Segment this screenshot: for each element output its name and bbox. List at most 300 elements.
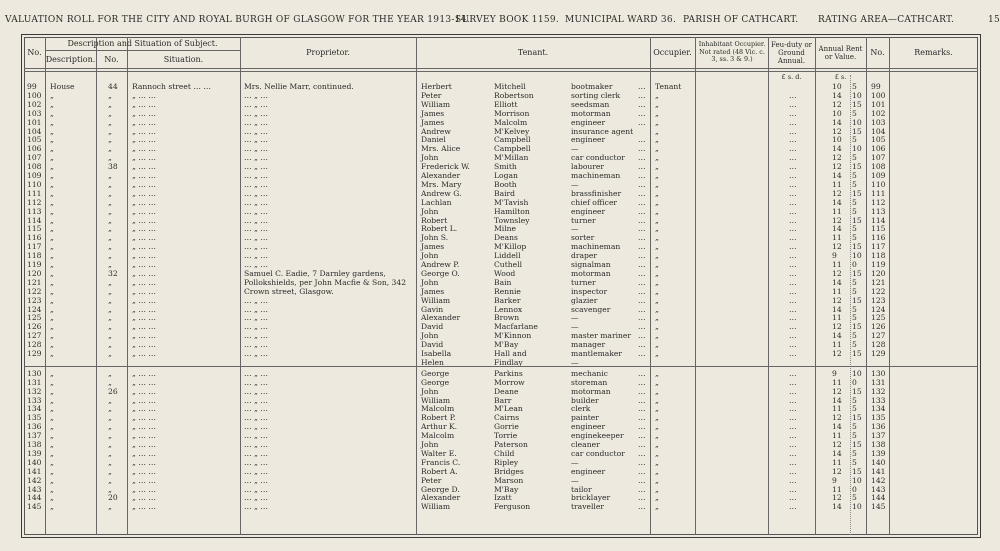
row-shillings: 10 (852, 117, 862, 127)
row-proprietor: Samuel C. Eadie, 7 Darnley gardens, (244, 268, 386, 278)
row-pounds: 11 (832, 377, 842, 387)
row-tenant-last: Torrie (494, 431, 518, 441)
row-no: 143 (27, 484, 42, 494)
row-tenant-mark: … (638, 331, 646, 341)
row-tenant-occupation: engineer (571, 466, 606, 476)
row-tenant-first: John (421, 153, 439, 163)
row-tenant-occupation: chief officer (571, 197, 618, 207)
row-proprietor: … „ … (244, 99, 268, 109)
row-feu: … (789, 144, 797, 154)
row-situation: „ … … (132, 502, 156, 512)
row-tenant-last: Baird (494, 188, 516, 198)
row-no-right: 141 (871, 466, 886, 476)
row-occupier: „ (655, 179, 659, 189)
row-shillings: 10 (852, 475, 862, 485)
row-tenant-occupation: — (571, 179, 579, 189)
row-pounds: 10 (832, 108, 842, 118)
row-description: „ (50, 386, 54, 396)
row-tenant-last: Campbell (494, 144, 531, 154)
row-pounds: 11 (832, 457, 842, 467)
row-tenant-last: Brown (494, 313, 520, 323)
row-situation: „ … … (132, 126, 156, 136)
row-number: „ (108, 117, 112, 127)
row-description: „ (50, 171, 54, 180)
row-tenant-occupation: engineer (571, 422, 606, 432)
row-shillings: 10 (852, 90, 862, 100)
row-tenant-occupation: signalman (571, 260, 611, 269)
row-tenant-occupation: motorman (571, 386, 611, 396)
row-shillings: 15 (852, 295, 862, 305)
row-tenant-occupation: brassfinisher (571, 188, 622, 198)
municipal-ward: MUNICIPAL WARD 36. (565, 15, 677, 25)
row-tenant-first: Helen (421, 357, 444, 367)
row-no: 114 (27, 215, 42, 225)
row-proprietor: … „ … (244, 90, 268, 100)
row-tenant-last: Booth (494, 179, 517, 189)
row-no: 121 (27, 277, 42, 287)
row-occupier: „ (655, 331, 659, 341)
row-description: „ (50, 126, 54, 136)
row-situation: „ … … (132, 144, 156, 154)
row-occupier: „ (655, 135, 659, 145)
row-tenant-last: Macfarlane (494, 322, 538, 332)
row-pounds: 14 (832, 171, 842, 180)
row-tenant-mark: … (638, 457, 646, 467)
table-row (24, 503, 978, 511)
row-pounds: 14 (832, 448, 842, 458)
row-no: 130 (27, 368, 42, 378)
row-feu: … (789, 493, 797, 503)
table-row (24, 110, 978, 118)
row-feu: … (789, 135, 797, 145)
row-no: 117 (27, 242, 42, 252)
row-tenant-first: Alexander (421, 313, 461, 323)
row-description: „ (50, 260, 54, 269)
row-no: 123 (27, 295, 42, 305)
row-tenant-occupation: — (571, 313, 579, 323)
row-tenant-mark: … (638, 242, 646, 252)
row-situation: „ … … (132, 448, 156, 458)
row-no-right: 118 (871, 251, 886, 261)
row-occupier: Tenant (655, 82, 682, 91)
row-proprietor: … „ … (244, 251, 268, 261)
row-occupier: „ (655, 395, 659, 405)
row-tenant-last: Cairns (494, 413, 520, 423)
row-number: 38 (108, 162, 118, 172)
row-situation: „ … … (132, 268, 156, 278)
row-shillings: 10 (852, 251, 862, 261)
row-no: 131 (27, 377, 42, 387)
row-no-right: 128 (871, 340, 886, 350)
row-no-right: 120 (871, 268, 886, 278)
row-situation: „ … … (132, 304, 156, 314)
row-number: „ (108, 135, 112, 145)
row-tenant-first: John (421, 440, 439, 449)
row-pounds: 9 (832, 368, 837, 378)
row-feu: … (789, 368, 797, 378)
row-number: „ (108, 304, 112, 314)
row-description: „ (50, 251, 54, 261)
row-pounds: 12 (832, 126, 842, 136)
row-description: „ (50, 377, 54, 387)
row-pounds: 10 (832, 82, 842, 91)
row-feu: … (789, 304, 797, 314)
row-no-right: 131 (871, 377, 886, 387)
row-tenant-first: George D. (421, 484, 460, 494)
row-tenant-last: Hamilton (494, 206, 530, 216)
row-feu: … (789, 331, 797, 341)
row-shillings: 5 (852, 448, 857, 458)
row-tenant-last: M'Killop (494, 242, 527, 252)
row-no-right: 145 (871, 502, 886, 512)
row-proprietor: … „ … (244, 162, 268, 172)
row-tenant-occupation: motorman (571, 268, 611, 278)
row-proprietor: … „ … (244, 153, 268, 163)
table-row (24, 181, 978, 189)
row-pounds: 12 (832, 386, 842, 396)
row-description: „ (50, 162, 54, 172)
row-number: „ (108, 295, 112, 305)
row-tenant-occupation: cleaner (571, 440, 600, 449)
row-pounds: 10 (832, 135, 842, 145)
row-tenant-occupation: seedsman (571, 99, 610, 109)
row-situation: „ … … (132, 440, 156, 449)
row-no-right: 100 (871, 90, 886, 100)
row-tenant-last: M'Tavish (494, 197, 529, 207)
row-tenant-mark: … (638, 99, 646, 109)
row-pounds: 12 (832, 188, 842, 198)
row-tenant-first: Arthur K. (421, 422, 458, 432)
row-situation: „ … … (132, 386, 156, 396)
row-shillings: 5 (852, 153, 857, 163)
ls-label: £ s. (834, 72, 847, 81)
row-occupier: „ (655, 502, 659, 512)
row-pounds: 12 (832, 162, 842, 172)
row-tenant-occupation: engineer (571, 206, 606, 216)
row-occupier: „ (655, 466, 659, 476)
row-no: 101 (27, 117, 42, 127)
row-tenant-last: M'Bay (494, 340, 519, 350)
row-situation: „ … … (132, 340, 156, 350)
row-no: 124 (27, 304, 42, 314)
row-occupier: „ (655, 153, 659, 163)
row-pounds: 12 (832, 440, 842, 449)
row-no-right: 140 (871, 457, 886, 467)
row-occupier: „ (655, 295, 659, 305)
row-tenant-occupation: — (571, 357, 579, 367)
col-description: Description. (45, 54, 96, 64)
row-tenant-mark: … (638, 153, 646, 163)
row-tenant-first: Andrew G. (421, 188, 462, 198)
row-tenant-occupation: — (571, 322, 579, 332)
row-description: „ (50, 331, 54, 341)
row-shillings: 5 (852, 431, 857, 441)
row-description: „ (50, 144, 54, 154)
row-tenant-occupation: bricklayer (571, 493, 611, 503)
row-no-right: 136 (871, 422, 886, 432)
row-pounds: 11 (832, 431, 842, 441)
row-number: „ (108, 215, 112, 225)
row-feu: … (789, 286, 797, 296)
row-situation: „ … … (132, 295, 156, 305)
row-shillings: 0 (852, 484, 857, 494)
row-feu: … (789, 404, 797, 414)
row-no-right: 142 (871, 475, 886, 485)
row-tenant-first: Daniel (421, 135, 446, 145)
row-situation: „ … … (132, 475, 156, 485)
row-no: 110 (27, 179, 42, 189)
row-tenant-first: Frederick W. (421, 162, 470, 172)
row-no: 108 (27, 162, 42, 172)
row-proprietor: … „ … (244, 224, 268, 234)
row-occupier: „ (655, 90, 659, 100)
row-no-right: 124 (871, 304, 886, 314)
row-description: „ (50, 440, 54, 449)
row-description: „ (50, 475, 54, 485)
row-proprietor: … „ … (244, 135, 268, 145)
row-situation: „ … … (132, 377, 156, 387)
row-no: 145 (27, 502, 42, 512)
row-situation: „ … … (132, 349, 156, 358)
row-shillings: 5 (852, 404, 857, 414)
row-shillings: 15 (852, 466, 862, 476)
row-number: „ (108, 251, 112, 261)
row-description: „ (50, 268, 54, 278)
table-row (24, 101, 978, 109)
row-tenant-last: Mitchell (494, 82, 526, 91)
row-description: „ (50, 224, 54, 234)
row-tenant-first: John (421, 331, 439, 341)
row-description: „ (50, 242, 54, 252)
row-shillings: 5 (852, 197, 857, 207)
row-tenant-last: Lennox (494, 304, 523, 314)
row-feu: … (789, 188, 797, 198)
page-number: 15 (988, 15, 1000, 25)
row-tenant-occupation: clerk (571, 404, 591, 414)
row-tenant-occupation: bootmaker (571, 82, 613, 91)
row-no-right: 111 (871, 188, 886, 198)
row-proprietor: … „ … (244, 322, 268, 332)
row-description: „ (50, 322, 54, 332)
row-tenant-mark: … (638, 162, 646, 172)
row-situation: „ … … (132, 224, 156, 234)
row-occupier: „ (655, 448, 659, 458)
row-no: 122 (27, 286, 42, 296)
col-tenant: Tenant. (517, 48, 549, 57)
row-proprietor: … „ … (244, 233, 268, 243)
row-pounds: 11 (832, 313, 842, 323)
row-occupier: „ (655, 440, 659, 449)
row-number: 44 (108, 82, 118, 91)
row-tenant-mark: … (638, 233, 646, 243)
row-description: „ (50, 484, 54, 494)
row-no-right: 135 (871, 413, 886, 423)
row-description: „ (50, 422, 54, 432)
row-tenant-last: Wood (494, 268, 516, 278)
row-proprietor: … „ … (244, 413, 268, 423)
row-situation: „ … … (132, 206, 156, 216)
row-tenant-occupation: inspector (571, 286, 608, 296)
row-tenant-occupation: engineer (571, 117, 606, 127)
row-pounds: 14 (832, 422, 842, 432)
row-feu: … (789, 197, 797, 207)
row-description: „ (50, 466, 54, 476)
row-tenant-last: Deans (494, 233, 518, 243)
row-proprietor: Crown street, Glasgow. (244, 286, 334, 296)
row-no-right: 115 (871, 224, 886, 234)
row-occupier: „ (655, 404, 659, 414)
row-proprietor: … „ … (244, 377, 268, 387)
row-description: „ (50, 340, 54, 350)
row-tenant-occupation: traveller (571, 502, 604, 512)
row-description: „ (50, 286, 54, 296)
table-row (24, 379, 978, 387)
row-proprietor: … „ … (244, 206, 268, 216)
row-no-right: 113 (871, 206, 886, 216)
row-occupier: „ (655, 304, 659, 314)
row-tenant-occupation: glazier (571, 295, 598, 305)
row-shillings: 5 (852, 422, 857, 432)
col-no-right: No. (870, 48, 885, 57)
row-tenant-last: Liddell (494, 251, 521, 261)
row-pounds: 14 (832, 502, 842, 512)
row-proprietor: … „ … (244, 431, 268, 441)
row-pounds: 11 (832, 233, 842, 243)
row-tenant-mark: … (638, 277, 646, 287)
row-description: House (50, 82, 75, 91)
row-occupier: „ (655, 386, 659, 396)
row-no: 107 (27, 153, 42, 163)
row-pounds: 9 (832, 251, 837, 261)
row-number: „ (108, 404, 112, 414)
row-number: „ (108, 457, 112, 467)
row-proprietor: … „ … (244, 502, 268, 512)
row-proprietor: … „ … (244, 493, 268, 503)
row-occupier: „ (655, 251, 659, 261)
table-row (24, 279, 978, 287)
col-inhabitant: Inhabitant Occupier. Not rated (48 Vic. c. 3, ss. 3 & 9.) (698, 40, 766, 64)
row-no-right: 104 (871, 126, 886, 136)
row-occupier: „ (655, 126, 659, 136)
row-tenant-occupation: turner (571, 215, 596, 225)
row-feu: … (789, 162, 797, 172)
table-row (24, 288, 978, 296)
row-tenant-mark: … (638, 422, 646, 432)
row-tenant-first: Mrs. Alice (421, 144, 461, 154)
row-tenant-mark: … (638, 448, 646, 458)
row-shillings: 15 (852, 413, 862, 423)
header-rule (24, 68, 978, 69)
row-tenant-occupation: — (571, 144, 579, 154)
row-feu: … (789, 295, 797, 305)
row-tenant-first: Malcolm (421, 431, 455, 441)
row-description: „ (50, 431, 54, 441)
row-proprietor: … „ … (244, 386, 268, 396)
row-feu: … (789, 90, 797, 100)
row-tenant-last: Elliott (494, 99, 518, 109)
row-shillings: 15 (852, 99, 862, 109)
row-shillings: 5 (852, 457, 857, 467)
row-tenant-last: Robertson (494, 90, 534, 100)
row-shillings: 10 (852, 502, 862, 512)
row-proprietor: … „ … (244, 197, 268, 207)
row-proprietor: … „ … (244, 242, 268, 252)
row-tenant-mark: … (638, 484, 646, 494)
row-tenant-mark: … (638, 322, 646, 332)
row-number: „ (108, 368, 112, 378)
row-situation: „ … … (132, 108, 156, 118)
row-tenant-last: Ripley (494, 457, 519, 467)
row-tenant-first: James (421, 242, 445, 252)
row-tenant-first: Alexander (421, 493, 461, 503)
row-pounds: 14 (832, 144, 842, 154)
row-tenant-mark: … (638, 197, 646, 207)
row-tenant-last: Bridges (494, 466, 524, 476)
row-no-right: 102 (871, 108, 886, 118)
row-description: „ (50, 404, 54, 414)
table-row (24, 459, 978, 467)
row-tenant-mark: … (638, 286, 646, 296)
row-number: „ (108, 322, 112, 332)
row-feu: … (789, 179, 797, 189)
row-situation: „ … … (132, 413, 156, 423)
row-no: 135 (27, 413, 42, 423)
row-shillings: 5 (852, 340, 857, 350)
row-number: „ (108, 171, 112, 180)
row-tenant-last: Deane (494, 386, 519, 396)
row-tenant-mark: … (638, 466, 646, 476)
row-feu: … (789, 349, 797, 358)
row-feu: … (789, 502, 797, 512)
row-number: „ (108, 475, 112, 485)
row-shillings: 15 (852, 440, 862, 449)
row-tenant-occupation: mantlemaker (571, 349, 623, 358)
table-row (24, 199, 978, 207)
row-situation: „ … … (132, 286, 156, 296)
row-shillings: 5 (852, 313, 857, 323)
row-tenant-last: Rennie (494, 286, 521, 296)
row-pounds: 12 (832, 493, 842, 503)
row-pounds: 11 (832, 340, 842, 350)
row-pounds: 14 (832, 304, 842, 314)
row-feu: … (789, 386, 797, 396)
row-tenant-first: James (421, 108, 445, 118)
row-tenant-mark: … (638, 395, 646, 405)
row-tenant-first: Malcolm (421, 404, 455, 414)
row-number: „ (108, 340, 112, 350)
row-tenant-mark: … (638, 440, 646, 449)
row-shillings: 15 (852, 215, 862, 225)
row-situation: „ … … (132, 162, 156, 172)
row-no-right: 134 (871, 404, 886, 414)
row-no: 140 (27, 457, 42, 467)
row-no-right: 139 (871, 448, 886, 458)
row-tenant-last: Marson (494, 475, 524, 485)
row-feu: … (789, 466, 797, 476)
row-tenant-mark: … (638, 386, 646, 396)
row-occupier: „ (655, 322, 659, 332)
col-proprietor: Proprietor. (306, 48, 350, 57)
row-feu: … (789, 171, 797, 180)
row-tenant-mark: … (638, 206, 646, 216)
row-shillings: 5 (852, 206, 857, 216)
row-feu: … (789, 322, 797, 332)
row-tenant-last: M'Bay (494, 484, 519, 494)
row-shillings: 5 (852, 277, 857, 287)
row-tenant-first: Robert P. (421, 413, 456, 423)
row-pounds: 14 (832, 224, 842, 234)
row-occupier: „ (655, 171, 659, 180)
